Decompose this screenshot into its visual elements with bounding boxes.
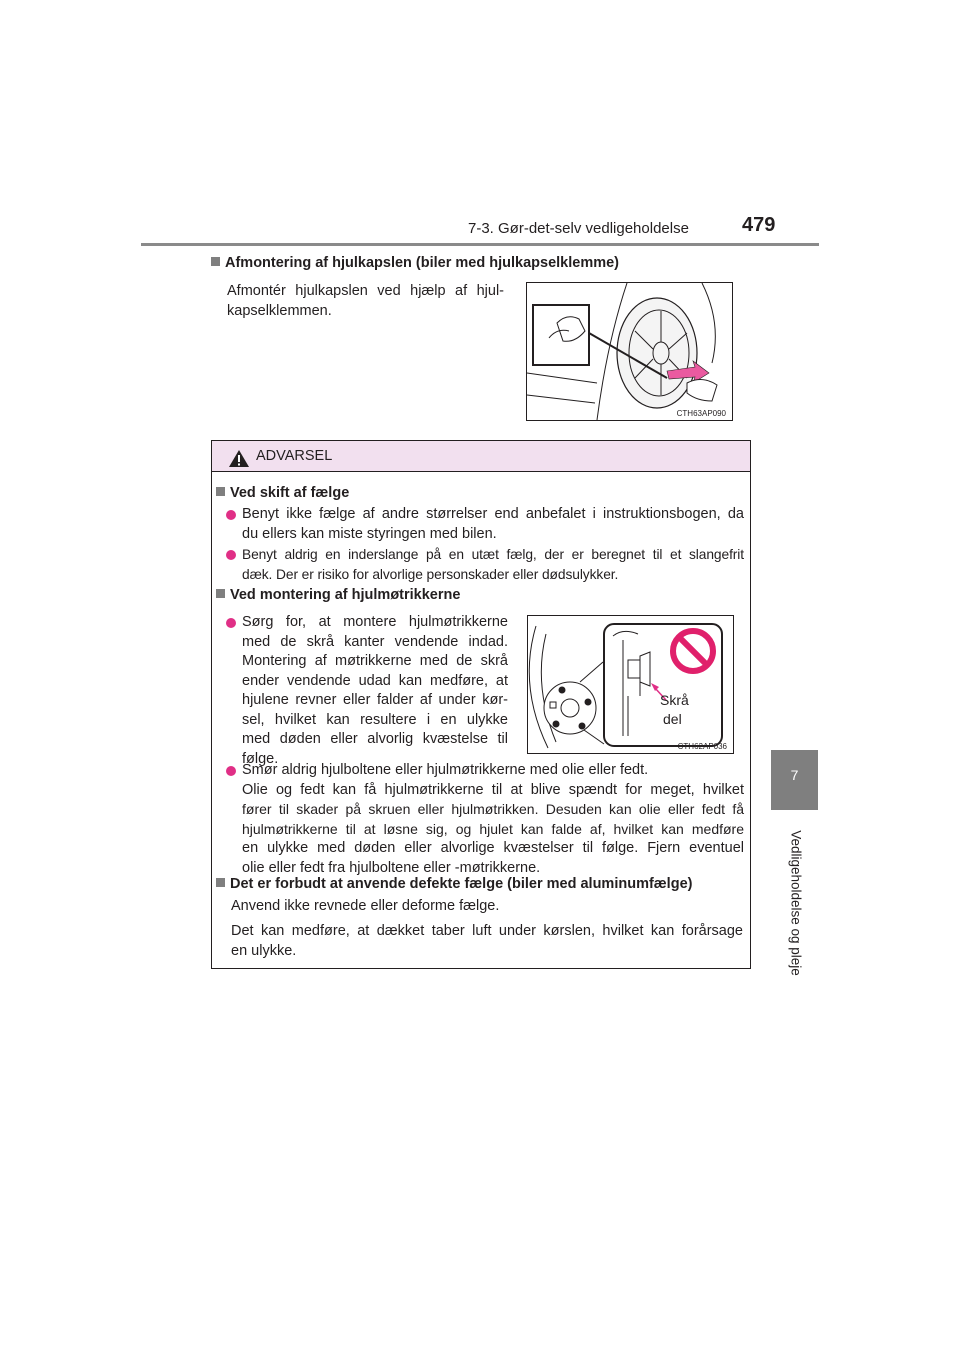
chapter-tab <box>771 750 818 810</box>
section-title: 7-3. Gør-det-selv vedligeholdelse <box>468 220 689 237</box>
round-bullet-icon <box>226 618 236 628</box>
warning-subheading: Det er forbudt at anvende defekte fælge (biler med aluminumfælge) <box>216 876 692 892</box>
bullet-item: Sørg for, at montere hjulmøtrikkerne med de skrå kanter vendende indad. Montering af møtrikkerne med de skrå ender vendende udad kan medføre, at hjulene revner eller falder af under kør- sel, hvilket kan resultere i en ulykke med døden eller alvorlig kvæstelse til følge. <box>226 613 508 769</box>
warning-header <box>212 441 750 472</box>
square-bullet-icon <box>216 878 225 887</box>
square-bullet-icon <box>216 487 225 496</box>
square-bullet-icon <box>211 257 220 266</box>
hubcap-removal-illustration <box>527 283 732 420</box>
warning-triangle-icon <box>228 449 250 468</box>
round-bullet-icon <box>226 766 236 776</box>
wheel-nut-figure <box>527 615 734 754</box>
header-rule <box>141 243 819 246</box>
wheel-nut-illustration <box>528 616 733 753</box>
section-heading: Afmontering af hjulkapslen (biler med hjulkapselklemme) <box>211 255 619 271</box>
warning-paragraph: Anvend ikke revnede eller deforme fælge. <box>231 898 500 914</box>
bullet-item: Benyt aldrig en inderslange på en utæt fælg, der er beregnet til et slangefrit dæk. Der er risiko for alvorlige personskader eller dødsulykker. <box>226 545 744 584</box>
warning-box <box>211 440 751 969</box>
chapter-title-vertical <box>784 820 808 985</box>
warning-subheading: Ved montering af hjulmøtrikkerne <box>216 587 460 603</box>
section-body: Afmontér hjulkapslen ved hjælp af hjul- kapselklemmen. <box>227 283 504 319</box>
chapter-title: Vedligeholdelse og pleje <box>788 829 804 976</box>
bullet-item: Smør aldrig hjulboltene eller hjulmøtrikkerne med olie eller fedt. Olie og fedt kan få hjulmøtrikkerne til at blive spændt for meget, hvilket fører til skader på skruen eller hjulmøtrikken. Desuden kan olie eller fedt få hjulmøtrikkerne til at løsne sig, og hjulet kan falde af, hvilket kan medføre en ulykke med døden eller alvorlige kvæstelser til følge. Fjern eventuel olie eller fedt fra hjulboltene eller -møtrikkerne. <box>226 761 744 878</box>
warning-subheading: Ved skift af fælge <box>216 485 349 501</box>
chapter-number: 7 <box>790 767 799 783</box>
warning-title: ADVARSEL <box>256 448 333 464</box>
warning-paragraph: Det kan medføre, at dækket taber luft under kørslen, hvilket kan forårsage en ulykke. <box>231 923 743 959</box>
square-bullet-icon <box>216 589 225 598</box>
round-bullet-icon <box>226 510 236 520</box>
hubcap-removal-figure <box>526 282 733 421</box>
figure-label: del <box>663 711 682 727</box>
round-bullet-icon <box>226 550 236 560</box>
bullet-item: Benyt ikke fælge af andre størrelser end anbefalet i instruktionsbogen, da du ellers kan miste styringen med bilen. <box>226 505 744 544</box>
page-number: 479 <box>742 214 776 236</box>
figure-label: Skrå <box>660 692 689 708</box>
figure-code: CTH63AP090 <box>676 409 726 418</box>
figure-code: CTH62AP036 <box>677 742 727 751</box>
